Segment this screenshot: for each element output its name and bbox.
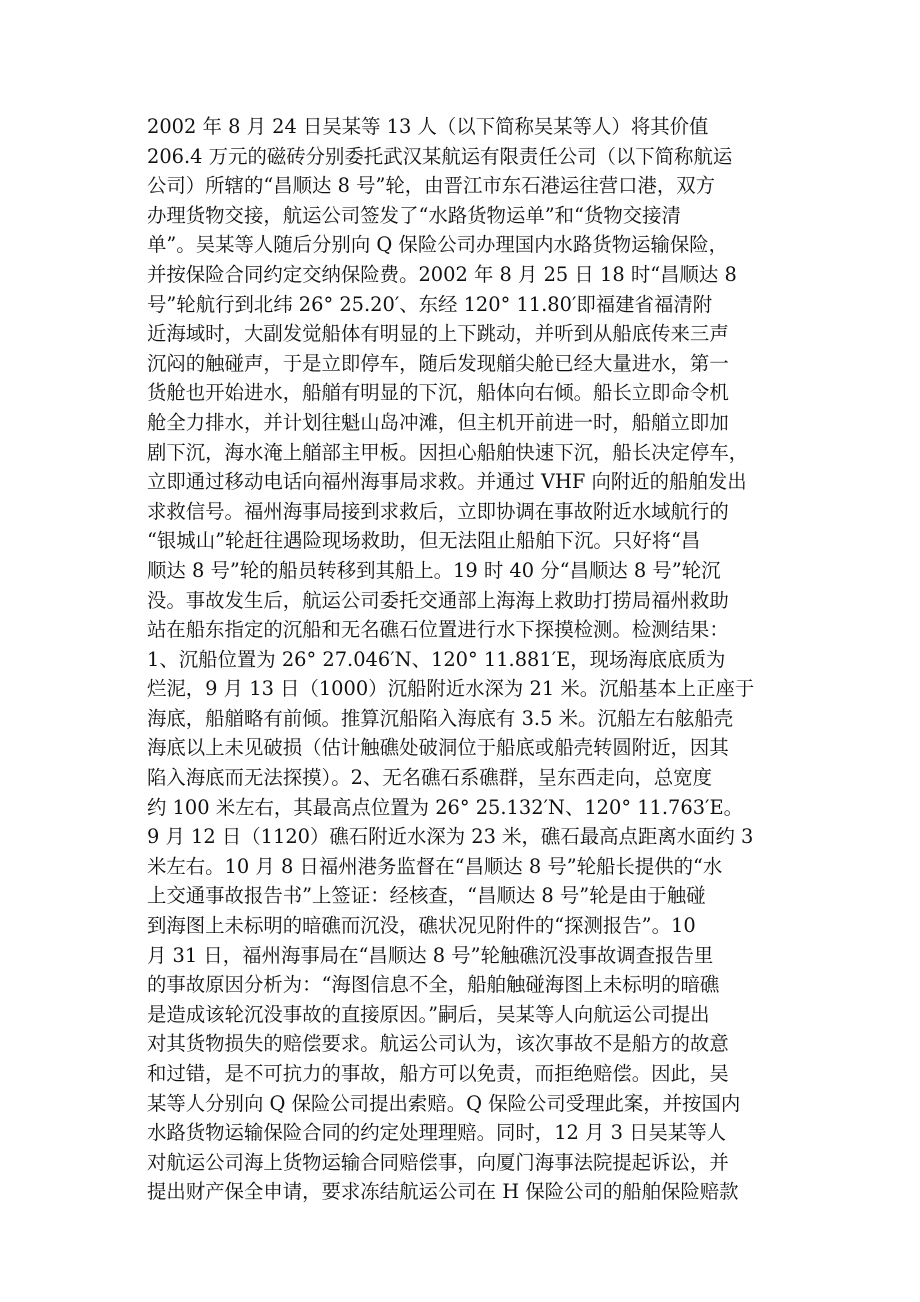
text-line: 对航运公司海上货物运输合同赔偿事，向厦门海事法院提起诉讼，并 bbox=[147, 1150, 729, 1174]
text-line: 并按保险合同约定交纳保险费。2002 年 8 月 25 日 18 时“昌顺达 8 bbox=[147, 262, 737, 286]
text-line: 号”轮航行到北纬 26° 25.20′、东经 120° 11.80′即福建省福清附 bbox=[147, 292, 713, 316]
text-line: 上交通事故报告书”上签证：经核查，“昌顺达 8 号”轮是由于触碰 bbox=[147, 884, 706, 908]
text-line: 的事故原因分析为：“海图信息不全，船舶触碰海图上未标明的暗礁 bbox=[147, 973, 720, 997]
text-line: “银城山”轮赶往遇险现场救助，但无法阻止船舶下沉。只好将“昌 bbox=[147, 529, 701, 553]
text-line: 提出财产保全申请，要求冻结航运公司在 H 保险公司的船舶保险赔款 bbox=[147, 1180, 739, 1204]
text-line: 站在船东指定的沉船和无名礁石位置进行水下探摸检测。检测结果： bbox=[147, 618, 729, 642]
text-line: 9 月 12 日（1120）礁石附近水深为 23 米，礁石最高点距离水面约 3 bbox=[147, 825, 754, 849]
text-line: 舱全力排水，并计划往魁山岛冲滩，但主机开前进一时，船艏立即加 bbox=[147, 410, 729, 434]
text-line: 月 31 日，福州海事局在“昌顺达 8 号”轮触礁沉没事故调查报告里 bbox=[147, 943, 714, 967]
text-line: 立即通过移动电话向福州海事局求救。并通过 VHF 向附近的船舶发出 bbox=[147, 470, 747, 494]
text-line: 陷入海底而无法探摸）。2、无名礁石系礁群，呈东西走向，总宽度 bbox=[147, 766, 712, 790]
text-line: 约 100 米左右，其最高点位置为 26° 25.132′N、120° 11.763′E。 bbox=[147, 795, 743, 819]
text-line: 顺达 8 号”轮的船员转移到其船上。19 时 40 分“昌顺达 8 号”轮沉 bbox=[147, 558, 721, 582]
text-line: 办理货物交接，航运公司签发了“水路货物运单”和“货物交接清 bbox=[147, 203, 681, 227]
text-line: 1、沉船位置为 26° 27.046′N、120° 11.881′E，现场海底底质为 bbox=[147, 647, 726, 671]
text-line: 单”。吴某等人随后分别向 Q 保险公司办理国内水路货物运输保险， bbox=[147, 233, 729, 257]
text-line: 海底以上未见破损（估计触礁处破洞位于船底或船壳转圆附近，因其 bbox=[147, 736, 729, 760]
text-line: 货舱也开始进水，船艏有明显的下沉，船体向右倾。船长立即命令机 bbox=[147, 381, 729, 405]
case-paragraph bbox=[147, 112, 787, 1207]
text-line: 某等人分别向 Q 保险公司提出索赔。Q 保险公司受理此案，并按国内 bbox=[147, 1091, 741, 1115]
text-line: 剧下沉，海水淹上艏部主甲板。因担心船舶快速下沉，船长决定停车， bbox=[147, 440, 749, 464]
text-line: 对其货物损失的赔偿要求。航运公司认为，该次事故不是船方的故意 bbox=[147, 1032, 729, 1056]
text-line: 烂泥，9 月 13 日（1000）沉船附近水深为 21 米。沉船基本上正座于 bbox=[147, 677, 755, 701]
text-line: 米左右。10 月 8 日福州港务监督在“昌顺达 8 号”轮船长提供的“水 bbox=[147, 854, 723, 878]
text-line: 海底，船艏略有前倾。推算沉船陷入海底有 3.5 米。沉船左右舷船壳 bbox=[147, 706, 734, 730]
text-line: 水路货物运输保险合同的约定处理理赔。同时，12 月 3 日吴某等人 bbox=[147, 1121, 727, 1145]
text-line: 求救信号。福州海事局接到求救后，立即协调在事故附近水域航行的 bbox=[147, 499, 729, 523]
text-line: 没。事故发生后，航运公司委托交通部上海海上救助打捞局福州救助 bbox=[147, 588, 729, 612]
text-line: 沉闷的触碰声，于是立即停车，随后发现艏尖舱已经大量进水，第一 bbox=[147, 351, 729, 375]
text-line: 和过错，是不可抗力的事故，船方可以免责，而拒绝赔偿。因此，吴 bbox=[147, 1062, 729, 1085]
text-line: 近海域时，大副发觉船体有明显的上下跳动，并听到从船底传来三声 bbox=[147, 322, 729, 346]
text-line: 2002 年 8 月 24 日吴某等 13 人（以下简称吴某等人）将其价值 bbox=[147, 115, 709, 138]
text-line: 是造成该轮沉没事故的直接原因。”嗣后，吴某等人向航运公司提出 bbox=[147, 1002, 710, 1026]
text-line: 到海图上未标明的暗礁而沉没，礁状况见附件的“探测报告”。10 bbox=[147, 914, 696, 938]
text-line: 206.4 万元的磁砖分别委托武汉某航运有限责任公司（以下简称航运 bbox=[147, 144, 733, 168]
text-line: 公司）所辖的“昌顺达 8 号”轮，由晋江市东石港运往营口港，双方 bbox=[147, 174, 716, 198]
